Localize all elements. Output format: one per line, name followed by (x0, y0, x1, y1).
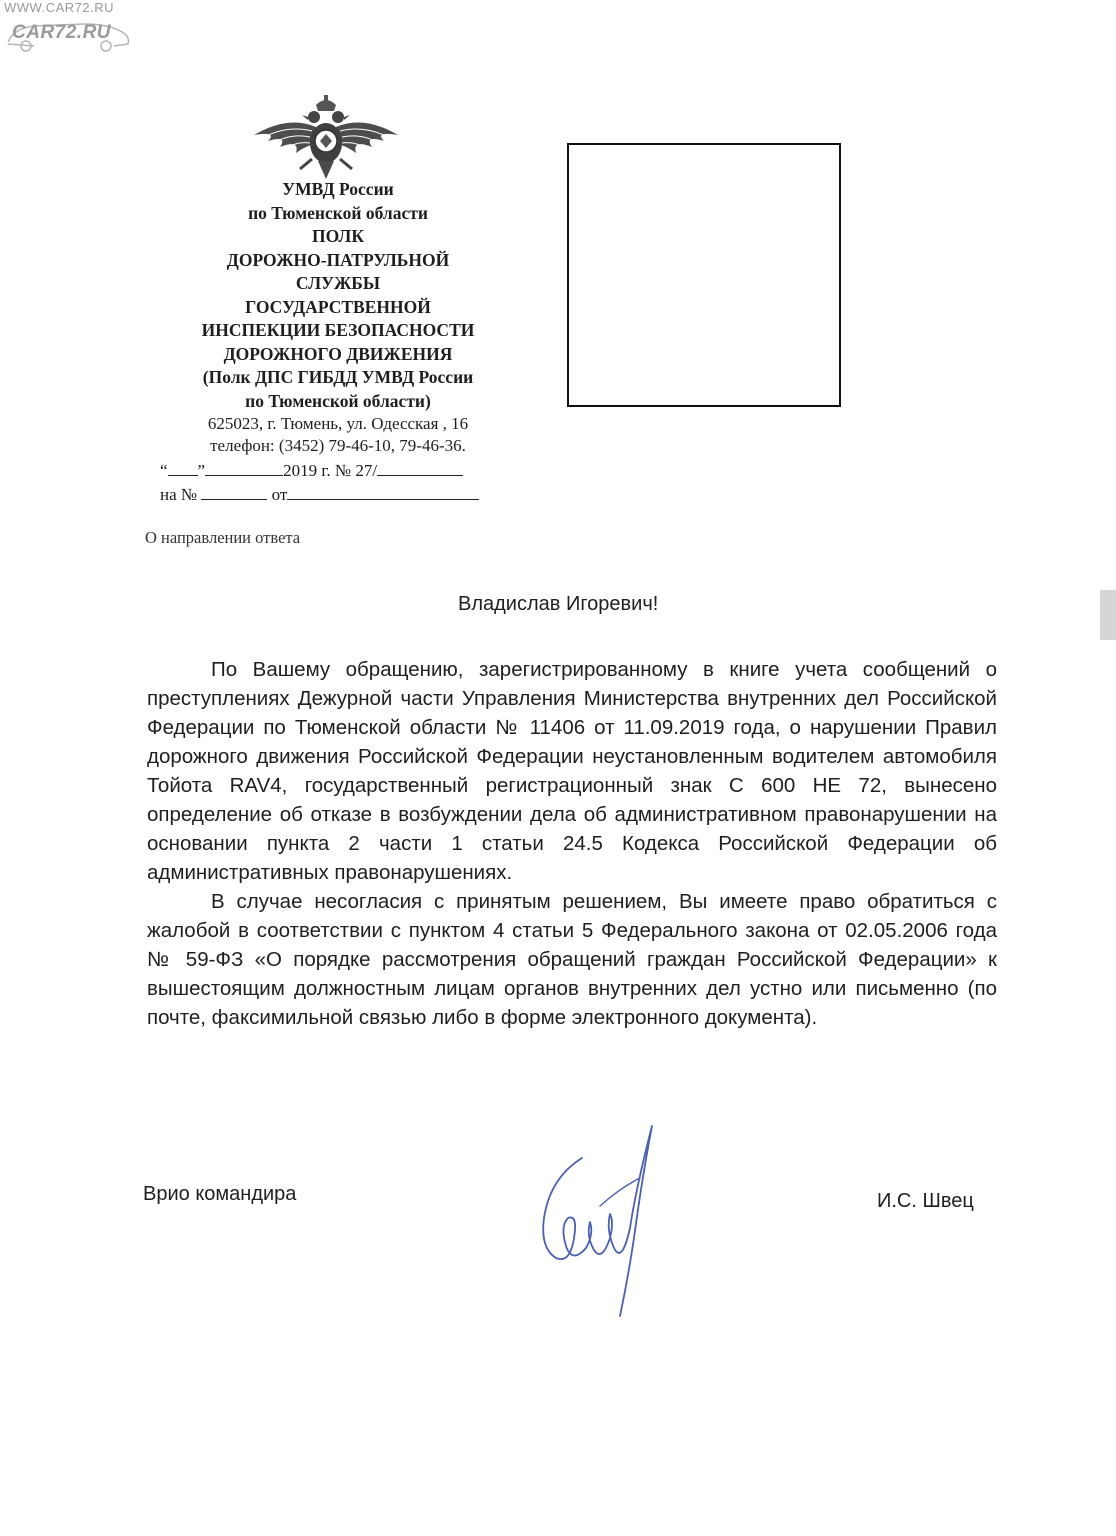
org-phone: телефон: (3452) 79-46-10, 79-46-36. (210, 436, 466, 455)
double-headed-eagle-emblem-icon (248, 95, 404, 185)
org-title-line-5: ИНСПЕКЦИИ БЕЗОПАСНОСТИ (201, 320, 475, 340)
date-quote-close: ” (197, 461, 206, 480)
watermark-logo: CAR72.RU (12, 22, 112, 43)
org-title-line-4: ГОСУДАРСТВЕННОЙ (245, 296, 431, 317)
org-abbreviation-line-2: по Тюменской области) (245, 390, 431, 411)
watermark-url: WWW.CAR72.RU (4, 0, 114, 15)
date-day-blank (168, 458, 198, 476)
watermark (2, 0, 142, 56)
date-quote-open: “ (160, 461, 168, 480)
signer-name: И.С. Швец (877, 1190, 974, 1212)
agency-name: УМВД России (282, 179, 394, 199)
org-title-line-2: ДОРОЖНО-ПАТРУЛЬНОЙ (226, 249, 450, 270)
redacted-recipient-box (567, 143, 841, 407)
reference-from-label: от (271, 485, 288, 504)
org-title-line-1: ПОЛК (311, 226, 365, 246)
org-title-line-6: ДОРОЖНОГО ДВИЖЕНИЯ (223, 343, 453, 364)
body-paragraph-1: По Вашему обращению, зарегистрированному в книге учета сообщений о преступлениях Дежурной части Управления Министерства внутренних дел Российской Федерации по Тюменской области № 11406 от 11.09.2019 года, о нарушении Правил дорожного движения Российской Федерации неустановленным водителем автомобиля Тойота RAV4, государственный регистрационный знак С 600 НЕ 72, вынесено определение об отказе в возбуждении дела об административном правонарушении на основании пункта 2 части 1 статьи 24.5 Кодекса Российской Федерации об административных правонарушениях. (147, 658, 997, 884)
scan-edge-mark (1100, 590, 1116, 640)
reference-date-blank (287, 482, 479, 500)
org-address: 625023, г. Тюмень, ул. Одесская , 16 (207, 414, 469, 433)
letter-subject: О направлении ответа (145, 528, 301, 547)
incoming-reference-line (160, 482, 520, 506)
greeting: Владислав Игоревич! (458, 593, 659, 615)
reference-number-blank (201, 482, 267, 500)
outgoing-registration-line (160, 458, 520, 482)
agency-region: по Тюменской области (248, 202, 428, 223)
letter-body (147, 655, 997, 1032)
body-paragraph-2: В случае несогласия с принятым решением, Вы имеете право обратиться с жалобой в соответствии с пунктом 4 статьи 5 Федерального закона от 02.05.2006 года № 59-ФЗ «О порядке рассмотрения обращений граждан Российской Федерации» к вышестоящим должностным лицам органов внутренних дел устно или письменно (по почте, факсимильной связью либо в форме электронного документа). (147, 890, 997, 1029)
date-month-blank (205, 458, 283, 476)
signer-position: Врио командира (143, 1183, 297, 1205)
outgoing-number-blank (377, 458, 463, 476)
org-abbreviation-line-1: (Полк ДПС ГИБДД УМВД России (202, 367, 474, 387)
date-year-number: 2019 г. № 27/ (283, 461, 378, 480)
letterhead (150, 178, 526, 457)
reference-label: на № (160, 485, 198, 504)
handwritten-signature-icon (530, 1118, 670, 1323)
org-title-line-3: СЛУЖБЫ (295, 273, 381, 293)
